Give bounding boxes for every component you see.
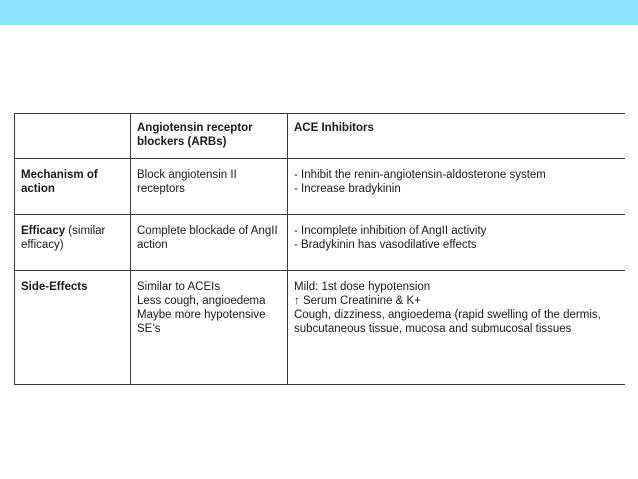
header-blank-cell [15, 114, 131, 159]
header-ace-text: ACE Inhibitors [294, 122, 374, 134]
arbs-cell [131, 271, 288, 385]
arbs-cell [131, 215, 288, 271]
ace-cell [288, 271, 626, 385]
ace-line: Mild: 1st dose hypotension [294, 281, 431, 293]
ace-line: - Inhibit the renin-angiotensin-aldosterone system [294, 169, 546, 181]
header-arbs-cell [131, 114, 288, 159]
top-accent-bar [0, 0, 638, 25]
table-row-efficacy [15, 215, 626, 271]
arbs-line: Maybe more hypotensive SE’s [137, 309, 266, 335]
table-header-row [15, 114, 626, 159]
table-row-side-effects [15, 271, 626, 385]
table-row-mechanism [15, 159, 626, 215]
row-label-cell [15, 215, 131, 271]
row-label-bold: Side-Effects [21, 281, 88, 293]
header-arbs-text: Angiotensin receptor blockers (ARBs) [137, 122, 253, 148]
arbs-line: Similar to ACEIs [137, 281, 221, 293]
arbs-line: Less cough, angioedema [137, 295, 266, 307]
row-label-bold: Mechanism of action [21, 169, 98, 195]
ace-line: - Increase bradykinin [294, 183, 401, 195]
header-ace-cell [288, 114, 626, 159]
comparison-table [14, 113, 625, 385]
ace-line: - Incomplete inhibition of AngII activity [294, 225, 487, 237]
ace-cell [288, 159, 626, 215]
header-blank-text [15, 114, 130, 121]
row-label-cell [15, 271, 131, 385]
ace-line: ↑ Serum Creatinine & K+ [294, 295, 421, 307]
arbs-line: Block angiotensin II receptors [137, 169, 237, 195]
ace-line: - Bradykinin has vasodilative effects [294, 239, 477, 251]
arbs-line: Complete blockade of AngII action [137, 225, 278, 251]
arbs-cell [131, 159, 288, 215]
row-label-bold: Efficacy [21, 225, 66, 237]
row-label-cell [15, 159, 131, 215]
ace-cell [288, 215, 626, 271]
ace-line: Cough, dizziness, angioedema (rapid swelling of the dermis, subcutaneous tissue, mucosa and submucosal tissues [294, 309, 601, 335]
row-label-rest: (similar efficacy) [21, 225, 106, 251]
